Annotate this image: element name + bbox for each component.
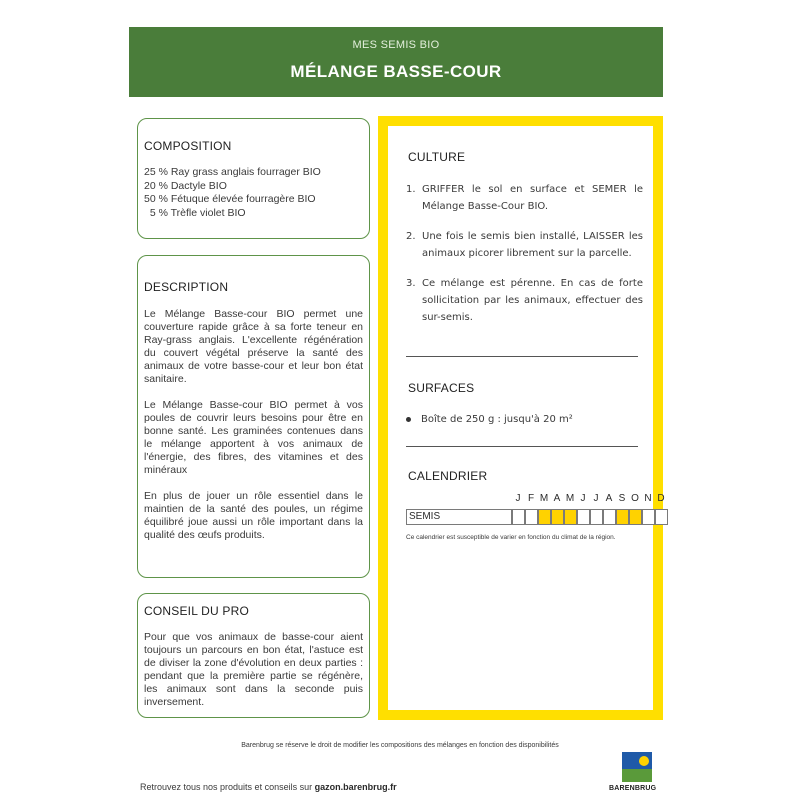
footer-site-link[interactable]: gazon.barenbrug.fr xyxy=(314,782,397,792)
culture-step xyxy=(406,228,643,262)
step-number: 3. xyxy=(406,278,416,289)
footer-disclaimer: Barenbrug se réserve le droit de modifier les compositions des mélanges en fonction des disponibilités xyxy=(241,742,559,749)
step-text: Ce mélange est pérenne. En cas de forte sollicitation par les animaux, effectuer des sur-semis. xyxy=(422,278,643,323)
culture-step xyxy=(406,275,643,326)
section-divider xyxy=(406,446,638,447)
culture-panel xyxy=(378,116,663,720)
step-text: Une fois le semis bien installé, LAISSER les animaux picorer librement sur la parcelle. xyxy=(422,231,643,259)
conseil-heading: CONSEIL DU PRO xyxy=(144,604,250,618)
calendar-month-label: N xyxy=(644,493,652,504)
calendar-cell xyxy=(577,509,590,525)
calendrier-heading: CALENDRIER xyxy=(408,469,488,483)
step-text: GRIFFER le sol en surface et SEMER le Mélange Basse-Cour BIO. xyxy=(422,184,643,212)
bullet-icon xyxy=(406,417,411,422)
calendar-note: Ce calendrier est susceptible de varier en fonction du climat de la région. xyxy=(406,534,616,541)
composition-item: 5 % Trèfle violet BIO xyxy=(144,206,246,219)
calendar-cell xyxy=(655,509,668,525)
brand-name: BARENBRUG xyxy=(609,785,657,792)
composition-item: 50 % Fétuque élevée fourragère BIO xyxy=(144,193,316,205)
description-paragraph: Le Mélange Basse-cour BIO permet une couverture rapide grâce à sa forte teneur en Ray-grass anglais. L'excellente régénération du couvert végétal préserve la santé des animaux de votre basse-cour et leur bon état sanitaire. xyxy=(144,308,363,385)
culture-heading: CULTURE xyxy=(408,150,466,164)
calendar-cell xyxy=(616,509,629,525)
surfaces-heading: SURFACES xyxy=(408,381,475,395)
calendar-cell xyxy=(590,509,603,525)
calendar-month-label: F xyxy=(527,493,535,504)
composition-item: 20 % Dactyle BIO xyxy=(144,179,227,192)
surfaces-item-text: Boîte de 250 g : jusqu'à 20 m² xyxy=(421,414,573,425)
composition-item: 25 % Ray grass anglais fourrager BIO xyxy=(144,166,321,178)
calendar-row-label: SEMIS xyxy=(406,509,512,525)
calendar-month-label: J xyxy=(593,493,599,504)
header-subtitle: MES SEMIS BIO xyxy=(352,39,440,51)
composition-list xyxy=(144,166,321,220)
step-number: 2. xyxy=(406,231,416,242)
page-header xyxy=(129,27,663,97)
calendar-month-label: M xyxy=(539,493,549,504)
calendar-month-label: O xyxy=(631,493,639,504)
culture-step xyxy=(406,181,643,215)
calendar-month-label: A xyxy=(605,493,613,504)
composition-card xyxy=(137,118,370,239)
composition-heading: COMPOSITION xyxy=(144,139,232,153)
section-divider xyxy=(406,356,638,357)
calendar-cell xyxy=(564,509,577,525)
calendar-cell xyxy=(551,509,564,525)
calendar-cell xyxy=(642,509,655,525)
calendar-cell xyxy=(525,509,538,525)
calendar-month-label: J xyxy=(515,493,521,504)
description-paragraph: En plus de jouer un rôle essentiel dans le maintien de la santé des poules, un régime équilibré joue aussi un rôle important dans la qualité des œufs produits. xyxy=(144,490,363,541)
conseil-card xyxy=(137,593,370,718)
description-paragraph: Le Mélange Basse-cour BIO permet à vos poules de couvrir leurs besoins pour être en bonne santé. Les graminées contenues dans le mélange apportent à vos animaux de l'énergie, des fibres, des vitamines et des minéraux xyxy=(144,399,363,476)
surfaces-item xyxy=(406,414,573,425)
calendar-cell xyxy=(538,509,551,525)
calendar-cell xyxy=(603,509,616,525)
calendar-month-label: S xyxy=(618,493,626,504)
description-card xyxy=(137,255,370,578)
footer-site-line xyxy=(140,782,397,792)
calendar-month-label: M xyxy=(565,493,575,504)
calendar-months xyxy=(496,493,665,505)
footer-site-prefix: Retrouvez tous nos produits et conseils sur xyxy=(140,782,315,792)
page-title: MÉLANGE BASSE-COUR xyxy=(290,62,502,81)
calendar-cell xyxy=(629,509,642,525)
calendar-month-label: D xyxy=(657,493,665,504)
calendar-cell xyxy=(512,509,525,525)
calendar-month-label: J xyxy=(580,493,586,504)
conseil-text: Pour que vos animaux de basse-cour aient toujours un parcours en bon état, l'astuce est de diviser la zone d'évolution en deux parties : pendant que la première partie se régénère, les animaux sont dans la seconde puis inversement. xyxy=(144,631,363,708)
step-number: 1. xyxy=(406,184,416,195)
barenbrug-logo-icon xyxy=(622,752,652,782)
calendar-month-label: A xyxy=(553,493,561,504)
culture-steps xyxy=(406,181,643,339)
description-heading: DESCRIPTION xyxy=(144,280,229,294)
